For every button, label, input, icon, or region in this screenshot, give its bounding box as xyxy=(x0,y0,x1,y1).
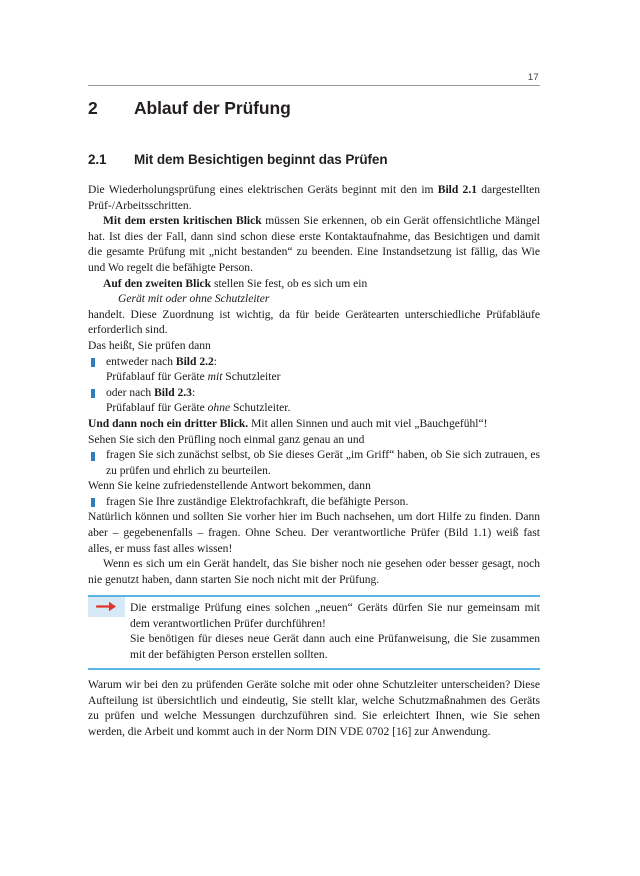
section-number: 2.1 xyxy=(88,152,107,167)
list-item xyxy=(88,448,540,479)
paragraph-2 xyxy=(88,214,540,276)
list-item xyxy=(88,495,540,511)
square-bullet-icon xyxy=(91,452,95,461)
list-item xyxy=(88,386,540,402)
list-item-text-a: entweder nach xyxy=(106,355,176,368)
square-bullet-icon xyxy=(91,498,95,507)
list-item-text-b: : xyxy=(213,355,217,368)
paragraph-3-lead-in: Auf den zweiten Blick xyxy=(103,277,212,290)
red-arrow-icon xyxy=(96,600,118,613)
paragraph-1 xyxy=(88,183,540,214)
note-text xyxy=(88,601,540,663)
list-item-text-a: oder nach xyxy=(106,386,155,399)
list-item-subline xyxy=(88,401,540,417)
list-item-subline-emphasis: ohne xyxy=(207,402,231,415)
emphasis-line: Gerät mit oder ohne Schutzleiter xyxy=(118,293,270,306)
note-callout xyxy=(88,595,540,670)
bild-2-3-reference: Bild 2.3 xyxy=(154,386,192,399)
paragraph-6-text: Mit allen Sinnen und auch mit viel „Bauchgefühl“! xyxy=(248,417,488,430)
note-paragraph-1: Die erstmalige Prüfung eines solchen „neuen“ Geräts dürfen Sie nur gemeinsam mit dem verantwortlichen Prüfer durchführen! xyxy=(130,602,540,630)
header-divider xyxy=(88,85,540,86)
list-item-text: fragen Sie Ihre zuständige Elektrofachkraft, die befähigte Person. xyxy=(106,495,409,508)
note-body xyxy=(88,597,540,665)
body-content xyxy=(88,183,540,740)
paragraph-6 xyxy=(88,417,540,433)
list-item-subline-emphasis: mit xyxy=(207,371,223,384)
paragraph-6-lead-in: Und dann noch ein dritter Blick. xyxy=(88,417,249,430)
list-item-subline-a: Prüfablauf für Geräte xyxy=(106,371,208,384)
paragraph-1-text-a: Die Wiederholungsprüfung eines elektrischen Geräts beginnt mit den im xyxy=(88,184,438,196)
paragraph-5: Das heißt, Sie prüfen dann xyxy=(88,339,211,352)
paragraph-1-text-b: dargestellten Prüf-/Arbeitsschritten. xyxy=(88,184,541,212)
bild-2-2-reference: Bild 2.2 xyxy=(175,355,214,368)
page-header xyxy=(88,72,540,86)
paragraph-8: Wenn Sie keine zufriedenstellende Antwort bekommen, dann xyxy=(88,480,371,493)
paragraph-10: Wenn es sich um ein Gerät handelt, das Sie bisher noch nie gesehen oder besser gesagt, noch nie genutzt haben, dann starten Sie noch nicht mit der Prüfung. xyxy=(88,558,540,586)
list-item-subline-b: Schutzleiter. xyxy=(230,402,291,415)
paragraph-9: Natürlich können und sollten Sie vorher hier im Buch nachsehen, um dort Hilfe zu finden. Dann aber – gegebenenfalls – fragen. Ohne Scheu. Der verantwortliche Prüfer (Bild 1.1) weiß fast alles, er muss fast alles wissen! xyxy=(88,511,540,555)
list-item xyxy=(88,355,540,371)
list-item-text: fragen Sie sich zunächst selbst, ob Sie dieses Gerät „im Griff“ haben, ob Sie sich zutrauen, es zu prüfen und ehrlich zu beurteilen. xyxy=(106,449,540,477)
paragraph-4: handelt. Diese Zuordnung ist wichtig, da für beide Gerätearten unterschiedliche Prüfabläufe erforderlich sind. xyxy=(88,308,540,337)
paragraph-3 xyxy=(88,277,540,293)
list-item-text-b: : xyxy=(191,386,196,399)
list-item-subline xyxy=(88,370,540,386)
paragraph-11: Warum wir bei den zu prüfenden Geräte solche mit oder ohne Schutzleiter unterscheiden? Diese Aufteilung ist übersichtlich und eindeutig, Sie stellt klar, welche Schutzmaßnahmen des Geräts zu prüfen und welche Messungen durchzuführen sind. Sie erleichtert Ihnen, wie Sie sehen werden, die Arbeit und kommt auch in der Norm DIN VDE 0702 [16] zur Anwendung. xyxy=(88,679,540,738)
chapter-title: Ablauf der Prüfung xyxy=(134,98,291,118)
paragraph-7: Sehen Sie sich den Prüfling noch einmal ganz genau an und xyxy=(88,433,365,446)
paragraph-2-text: müssen Sie erkennen, ob ein Gerät offensichtliche Mängel hat. Ist dies der Fall, dann sind schon diese erste Kontaktaufnahme, das Besichtigen und damit die gesamte Prüfung mit „nicht bestanden“ zu beenden. Eine Instandsetzung ist fällig, das Wie und Wo regelt die befähigte Person. xyxy=(88,215,540,274)
note-paragraph-2: Sie benötigen für dieses neue Gerät dann auch eine Prüfanweisung, die Sie zusammen mit der befähigten Person erstellen sollten. xyxy=(130,633,540,661)
list-item-subline-a: Prüfablauf für Geräte xyxy=(106,402,208,415)
chapter-heading xyxy=(88,98,540,119)
chapter-number: 2 xyxy=(88,98,98,118)
bild-2-1-reference: Bild 2.1 xyxy=(437,184,477,196)
paragraph-2-lead-in: Mit dem ersten kritischen Blick xyxy=(103,215,262,228)
note-bottom-rule xyxy=(88,668,540,670)
section-heading xyxy=(88,152,540,167)
list-item-subline-b: Schutzleiter xyxy=(222,371,281,384)
page-number: 17 xyxy=(527,72,539,83)
square-bullet-icon xyxy=(91,389,95,398)
paragraph-3-text: stellen Sie fest, ob es sich um ein xyxy=(211,277,368,290)
section-title: Mit dem Besichtigen beginnt das Prüfen xyxy=(134,152,388,167)
square-bullet-icon xyxy=(91,358,95,367)
